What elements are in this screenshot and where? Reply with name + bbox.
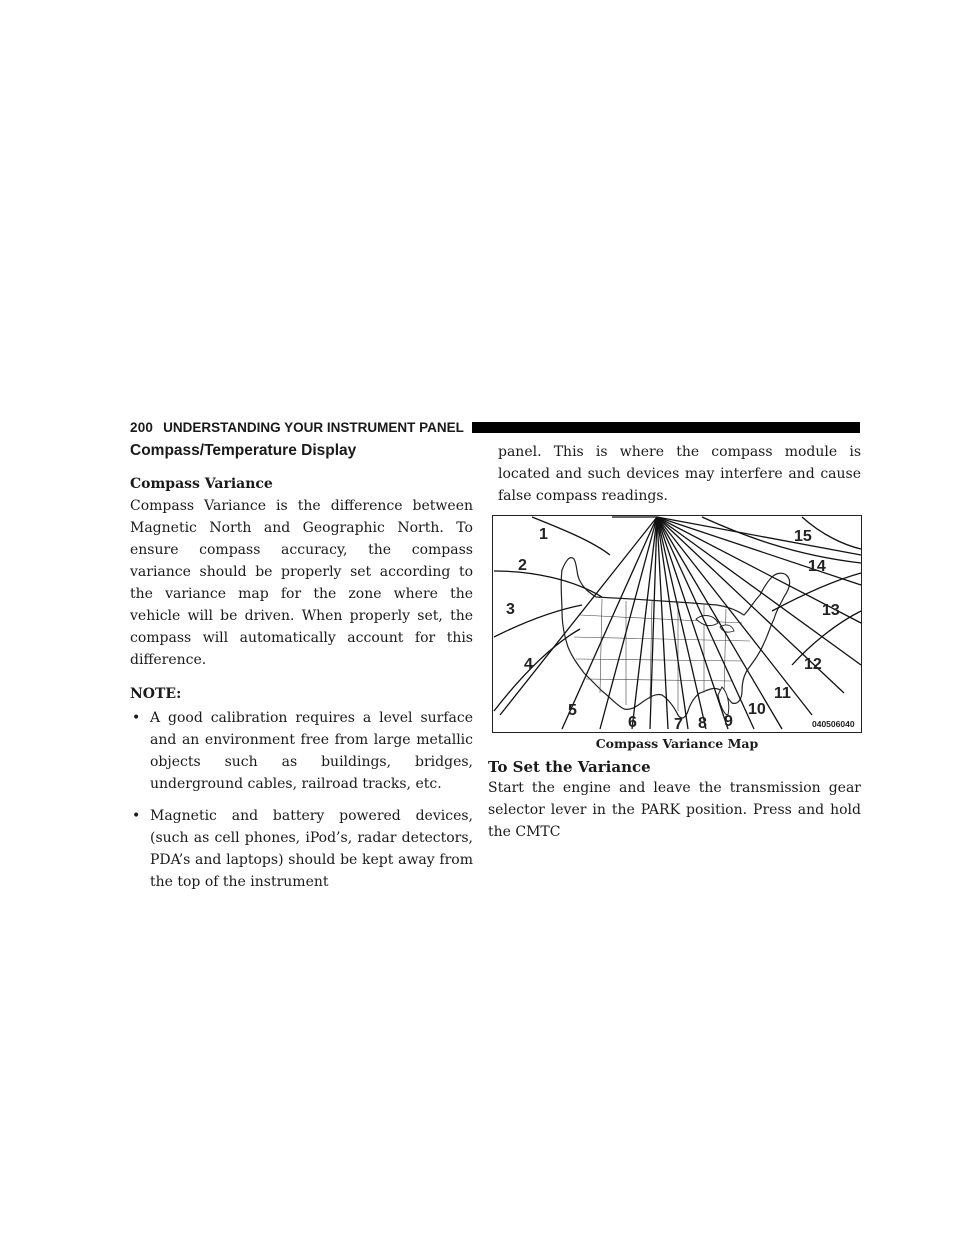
note-bullet xyxy=(130,805,473,893)
header-rule xyxy=(472,422,860,433)
zone-label: 10 xyxy=(748,701,766,718)
zone-label: 15 xyxy=(794,528,812,545)
note-label: NOTE: xyxy=(130,686,182,702)
zone-label: 9 xyxy=(724,713,733,730)
map-caption: Compass Variance Map xyxy=(595,736,759,751)
zone-label: 2 xyxy=(518,557,527,574)
note-bullet-text: Magnetic and battery powered devices, (such as cell phones, iPod’s, radar detectors, PDA’s and laptops) should be kept away from the top of the instrument xyxy=(150,808,473,890)
bullet-dot-icon: • xyxy=(132,808,141,824)
zone-label: 4 xyxy=(524,656,533,673)
zone-label: 11 xyxy=(774,685,791,702)
page-number: 200 xyxy=(130,419,154,435)
zone-label: 5 xyxy=(568,702,577,719)
zone-label: 12 xyxy=(804,656,822,673)
note-bullet xyxy=(130,707,473,795)
set-variance-paragraph: Start the engine and leave the transmission gear selector lever in the PARK position. Press and hold the CMTC xyxy=(488,780,861,840)
page-header xyxy=(130,420,860,434)
subheading-set-variance: To Set the Variance xyxy=(488,758,651,776)
figure-code: 040506040 xyxy=(812,719,855,729)
note-bullet-text: A good calibration requires a level surface and an environment free from large metallic objects such as buildings, bridges, underground cables, railroad tracks, etc. xyxy=(150,710,473,792)
section-title: Compass/Temperature Display xyxy=(130,442,357,459)
zone-label: 13 xyxy=(822,602,840,619)
zone-label: 7 xyxy=(674,716,683,733)
zone-label: 14 xyxy=(808,558,826,575)
chapter-title: UNDERSTANDING YOUR INSTRUMENT PANEL xyxy=(163,419,464,435)
right-column xyxy=(488,441,861,843)
compass-variance-map xyxy=(492,515,862,751)
zone-label: 8 xyxy=(698,715,707,732)
zone-label: 3 xyxy=(506,601,515,618)
subheading-compass-variance: Compass Variance xyxy=(130,476,273,492)
variance-map-image xyxy=(492,515,862,733)
zone-label: 6 xyxy=(628,714,637,731)
left-column xyxy=(130,441,473,903)
continued-paragraph: panel. This is where the compass module is located and such devices may interfere and cause false compass readings. xyxy=(498,444,861,504)
bullet-dot-icon: • xyxy=(132,710,141,726)
zone-label: 1 xyxy=(539,526,548,543)
variance-paragraph: Compass Variance is the difference between Magnetic North and Geographic North. To ensure compass accuracy, the compass variance should be properly set according to the variance map for the zone where the vehicle will be driven. When properly set, the compass will automatically account for this difference. xyxy=(130,498,473,668)
